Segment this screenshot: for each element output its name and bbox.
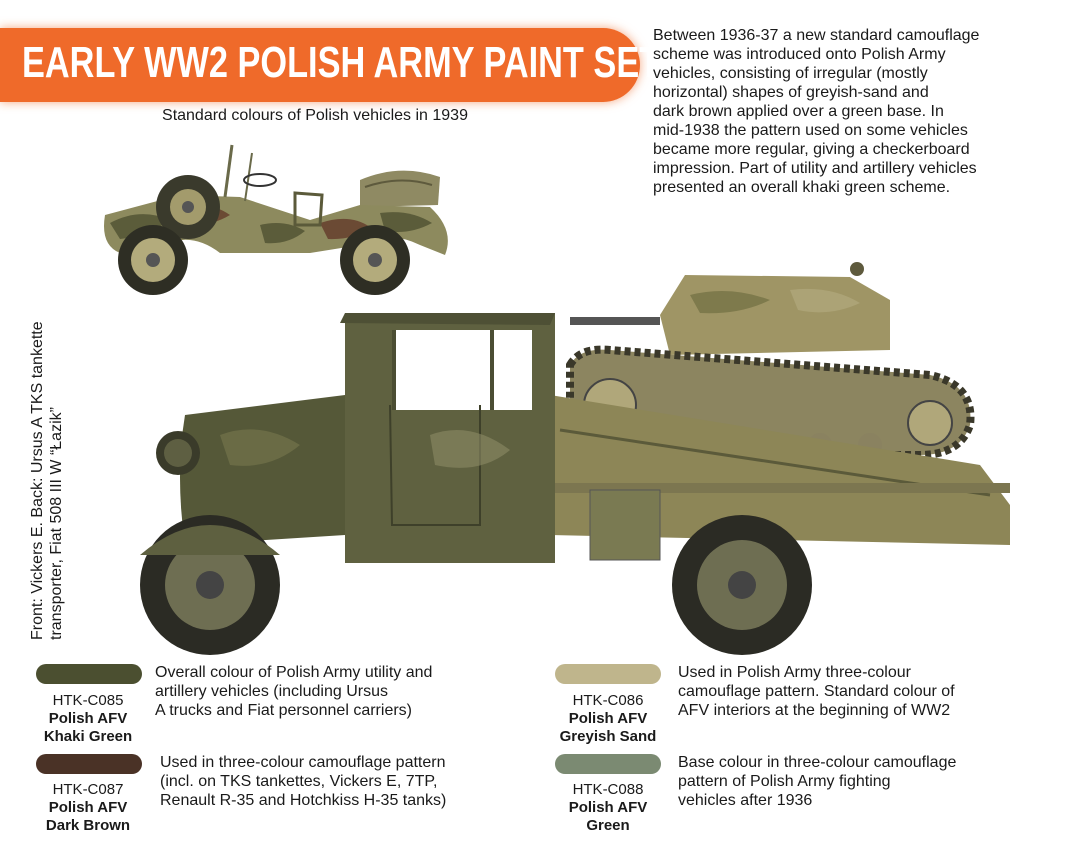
paint-code: HTK-C086 [572,692,644,709]
paint-name: Polish AFV [568,799,648,816]
side-caption-line: Front: Vickers E. Back: Ursus A TKS tankette [29,321,46,640]
paint-code: HTK-C087 [52,781,124,798]
intro-line: impression. Part of utility and artillery vehicles [653,160,977,177]
paint-desc-line: vehicles after 1936 [678,792,813,809]
paint-desc-line: artillery vehicles (including Ursus [155,683,388,700]
paint-description [160,753,520,810]
paint-desc-line: AFV interiors at the beginning of WW2 [678,702,951,719]
paint-desc-line: Base colour in three-colour camouflage [678,754,957,771]
paint-name: Polish AFV [48,710,128,727]
paint-swatch [555,664,661,684]
paint-swatch [36,754,142,774]
paint-description [678,663,1038,720]
ursus-truck-illustration [130,255,1010,655]
side-caption-line: transporter, Fiat 508 III W “Łazik” [48,407,65,640]
paint-description [155,663,515,720]
paint-name: Khaki Green [43,728,133,745]
paint-description [678,753,1038,810]
intro-line: presented an overall khaki green scheme. [653,179,951,196]
intro-line: horizontal) shapes of greyish-sand and [653,84,929,101]
paint-code-label [23,781,153,835]
paint-desc-line: camouflage pattern. Standard colour of [678,683,955,700]
paint-code-label [23,692,153,746]
intro-line: scheme was introduced onto Polish Army [653,46,946,63]
side-caption [28,260,66,640]
page-title: EARLY WW2 POLISH ARMY PAINT SET [22,38,661,87]
paint-name: Green [586,817,630,834]
intro-line: mid-1938 the pattern used on some vehicles [653,122,968,139]
subtitle: Standard colours of Polish vehicles in 1939 [162,107,468,124]
paint-code-label [543,692,673,746]
paint-code: HTK-C085 [52,692,124,709]
paint-name: Polish AFV [48,799,128,816]
paint-swatch [555,754,661,774]
intro-line: became more regular, giving a checkerboard [653,141,970,158]
intro-line: Between 1936-37 a new standard camouflage [653,27,980,44]
paint-desc-line: Used in three-colour camouflage pattern [160,754,446,771]
paint-code-label [543,781,673,835]
paint-name: Greyish Sand [559,728,657,745]
truck-cab [340,313,555,563]
intro-line: dark brown applied over a green base. In [653,103,944,120]
intro-paragraph [653,26,1053,197]
paint-name: Dark Brown [45,817,131,834]
paint-desc-line: Overall colour of Polish Army utility and [155,664,433,681]
paint-desc-line: Renault R-35 and Hotchkiss H-35 tanks) [160,792,447,809]
intro-line: vehicles, consisting of irregular (mostly [653,65,928,82]
paint-code: HTK-C088 [572,781,644,798]
paint-desc-line: Used in Polish Army three-colour [678,664,911,681]
paint-desc-line: A trucks and Fiat personnel carriers) [155,702,412,719]
paint-desc-line: pattern of Polish Army fighting [678,773,891,790]
paint-desc-line: (incl. on TKS tankettes, Vickers E, 7TP, [160,773,438,790]
paint-swatch [36,664,142,684]
paint-name: Polish AFV [568,710,648,727]
